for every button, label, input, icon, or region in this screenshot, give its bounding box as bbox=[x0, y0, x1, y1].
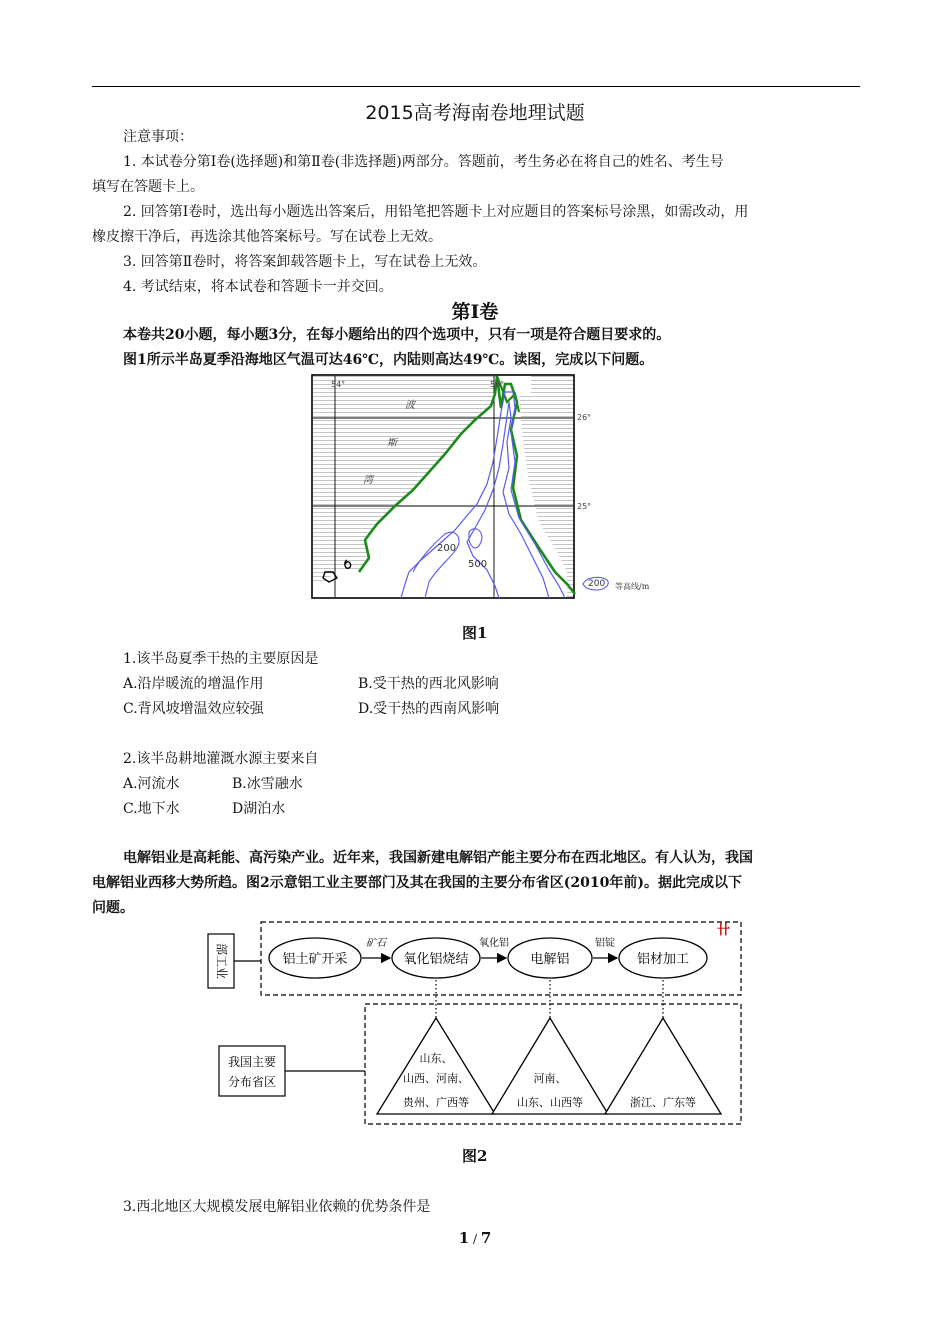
contour-200-label: 200 bbox=[437, 543, 457, 554]
section-title: 第Ⅰ卷 bbox=[451, 301, 499, 323]
legend-label: 等高线/m bbox=[615, 582, 650, 591]
node-2-label: 氧化铝烧结 bbox=[403, 952, 469, 967]
tri-1-line-3: 贵州、广西等 bbox=[403, 1096, 469, 1109]
notice-item-2-cont: 橡皮擦干净后，再选涂其他答案标号。写在试卷上无效。 bbox=[92, 229, 442, 245]
passage-line-1: 电解铝业是高耗能、高污染产业。近年来，我国新建电解铝产能主要分布在西北地区。有人认为，我国 bbox=[123, 850, 753, 866]
node-3-label: 电解铝 bbox=[530, 952, 570, 967]
q3-stem: 3.西北地区大规模发展电解铝业依赖的优势条件是 bbox=[123, 1199, 431, 1215]
sea-char-1: 波 bbox=[405, 400, 415, 411]
passage-line-3: 问题。 bbox=[92, 900, 134, 916]
passage-line-2: 电解铝业西移大势所趋。图2示意铝工业主要部门及其在我国的主要分布省区(2010年前)。据此完成以下 bbox=[92, 875, 742, 891]
figure-2-diagram bbox=[205, 918, 750, 1130]
figure-1-caption: 图1 bbox=[462, 624, 488, 642]
sea-char-2: 斯 bbox=[387, 438, 397, 449]
lon-right-label: 56° bbox=[490, 380, 505, 389]
region-label-line-2: 分布省区 bbox=[227, 1075, 277, 1089]
notice-heading: 注意事项： bbox=[123, 129, 193, 145]
notice-item-2: 2. 回答第Ⅰ卷时，选出每小题选出答案后，用铅笔把答题卡上对应题目的答案标号涂黑，如需改动，用 bbox=[123, 204, 749, 220]
figure-2-caption: 图2 bbox=[462, 1147, 488, 1165]
q1-option-c: C.背风坡增温效应较强 bbox=[123, 701, 264, 717]
legend-value: 200 bbox=[588, 579, 606, 589]
q2-stem: 2.该半岛耕地灌溉水源主要来自 bbox=[123, 751, 319, 767]
notice-item-1-cont: 填写在答题卡上。 bbox=[92, 179, 204, 195]
arrow-2-label: 氧化铝 bbox=[479, 938, 509, 949]
notice-item-4: 4. 考试结束，将本试卷和答题卡一并交回。 bbox=[123, 279, 393, 295]
page-current: 1 bbox=[458, 1229, 470, 1247]
tri-3-line-1: 浙江、广东等 bbox=[630, 1096, 696, 1109]
q1-option-b: B.受干热的西北风影响 bbox=[358, 676, 499, 692]
tri-2-line-1: 河南、 bbox=[533, 1072, 567, 1085]
page-separator: / bbox=[469, 1232, 481, 1246]
q2-option-c: C.地下水 bbox=[123, 801, 180, 817]
notice-item-1: 1. 本试卷分第Ⅰ卷(选择题)和第Ⅱ卷(非选择题)两部分。答题前，考生务必在将自己的姓名、考生号 bbox=[123, 154, 724, 170]
q1-stem: 1.该半岛夏季干热的主要原因是 bbox=[123, 651, 319, 667]
node-4-label: 铝材加工 bbox=[636, 952, 690, 967]
page-title: 2015高考海南卷地理试题 bbox=[365, 102, 585, 124]
q1-option-d: D.受干热的西南风影响 bbox=[358, 701, 500, 717]
contour-500-label: 500 bbox=[468, 559, 488, 570]
page-number bbox=[0, 1229, 950, 1247]
figure-1-map bbox=[305, 372, 675, 604]
section-intro: 本卷共20小题，每小题3分，在每小题给出的四个选项中，只有一项是符合题目要求的。 bbox=[123, 327, 671, 343]
q2-option-b: B.冰雪融水 bbox=[232, 776, 303, 792]
top-rule bbox=[92, 86, 860, 87]
tri-2-line-2: 山东、山西等 bbox=[517, 1096, 583, 1109]
notice-item-3: 3. 回答第Ⅱ卷时，将答案卸载答题卡上，写在试卷上无效。 bbox=[123, 254, 487, 270]
arrow-3-label: 铝锭 bbox=[595, 938, 615, 949]
lon-left-label: 54° bbox=[331, 380, 346, 389]
q2-option-a: A.河流水 bbox=[123, 776, 180, 792]
region-label-line-1: 我国主要 bbox=[227, 1055, 277, 1069]
page-total: 7 bbox=[480, 1229, 492, 1247]
dept-label: 部工业 bbox=[214, 942, 229, 980]
node-1-label: 铝土矿开采 bbox=[282, 952, 348, 967]
arrow-1-label: 矿石 bbox=[366, 938, 386, 949]
corner-mark: 卄 bbox=[717, 923, 731, 938]
lat-bottom-label: 25° bbox=[577, 502, 592, 511]
q1-option-a: A.沿岸暖流的增温作用 bbox=[123, 676, 264, 692]
tri-1-line-1: 山东、 bbox=[419, 1052, 453, 1065]
fig1-intro: 图1所示半岛夏季沿海地区气温可达46℃，内陆则高达49℃。读图，完成以下问题。 bbox=[123, 352, 654, 368]
lat-top-label: 26° bbox=[577, 413, 592, 422]
tri-1-line-2: 山西、河南、 bbox=[403, 1072, 469, 1085]
q2-option-d: D湖泊水 bbox=[232, 801, 286, 817]
sea-char-3: 湾 bbox=[363, 475, 373, 486]
